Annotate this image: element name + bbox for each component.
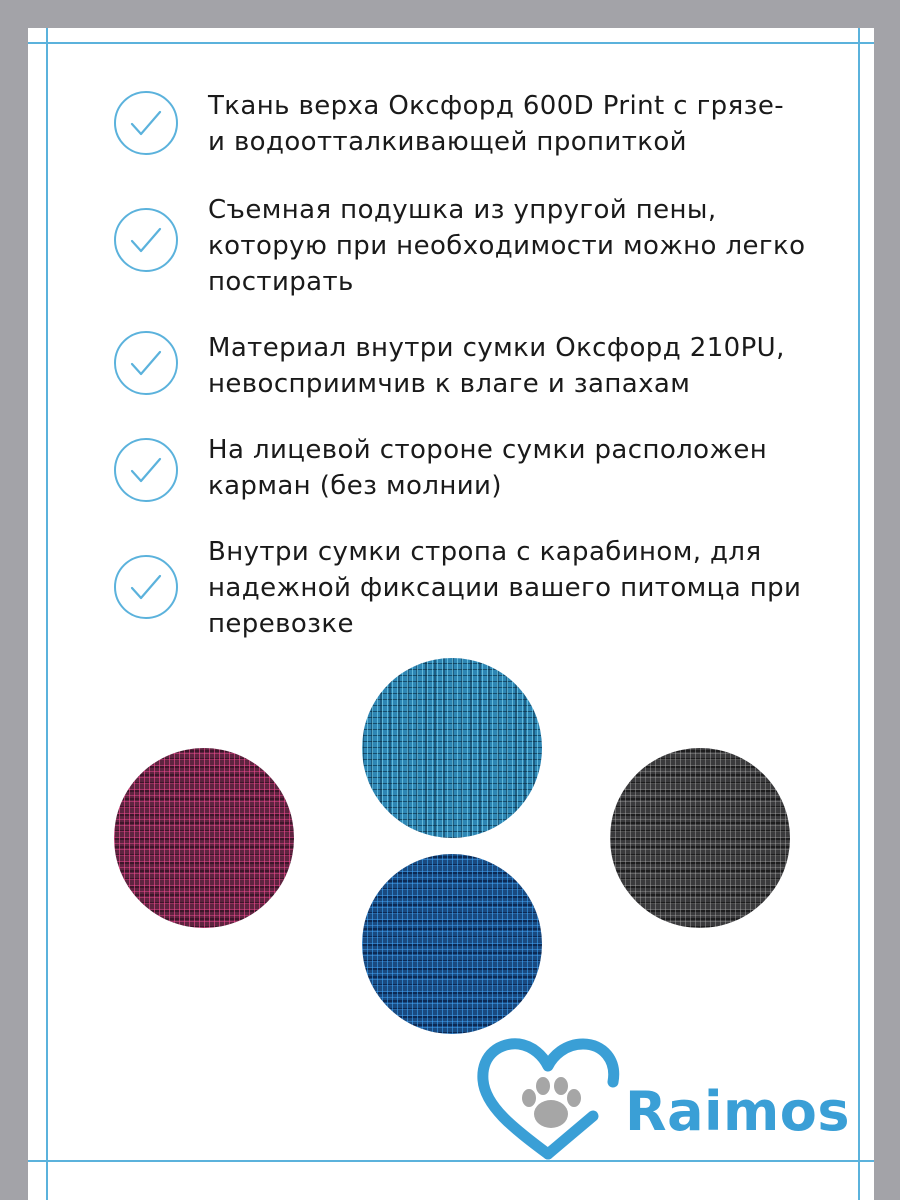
heart-paw-icon (473, 1036, 623, 1170)
feature-text: На лицевой стороне сумки расположен карман (без молнии) (208, 435, 768, 501)
feature-text: Материал внутри сумки Оксфорд 210PU, невосприимчив к влаге и запахам (208, 333, 785, 399)
guide-line-right (858, 28, 860, 1200)
feature-text: Съемная подушка из упругой пены, которую при необходимости можно легко постирать (208, 195, 806, 297)
fabric-swatch-black (610, 748, 790, 928)
check-circle-icon (113, 437, 179, 503)
check-circle-icon (113, 207, 179, 273)
fabric-swatch-teal (362, 658, 542, 838)
guide-line-left (46, 28, 48, 1200)
fabric-swatch-navy (362, 854, 542, 1034)
brand-name: Raimos (625, 1080, 851, 1143)
brand-logo (473, 1036, 873, 1166)
fabric-swatch-pink (114, 748, 294, 928)
feature-text: Внутри сумки стропа с карабином, для надежной фиксации вашего питомца при перевозке (208, 537, 802, 639)
check-circle-icon (113, 90, 179, 156)
feature-text: Ткань верха Оксфорд 600D Print с грязе- и водоотталкивающей пропиткой (208, 91, 785, 157)
check-circle-icon (113, 330, 179, 396)
guide-line-top (28, 42, 874, 44)
check-circle-icon (113, 554, 179, 620)
product-card (28, 28, 874, 1200)
